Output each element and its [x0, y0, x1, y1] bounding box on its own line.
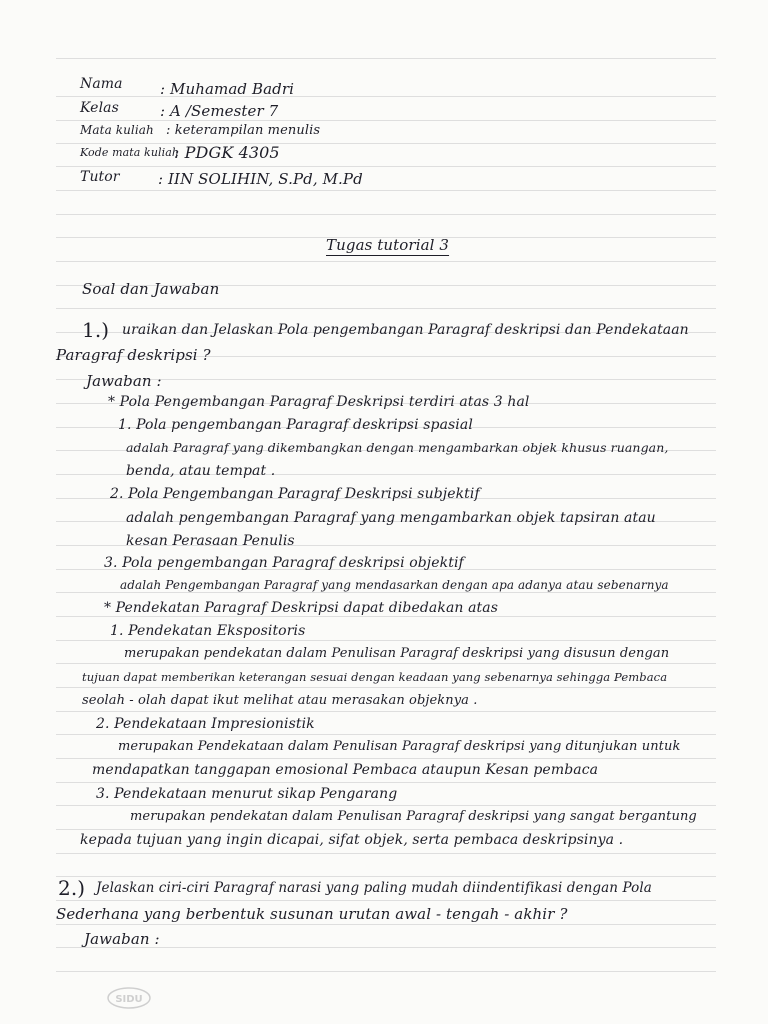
rule-line — [56, 711, 716, 712]
q1-b1-title: 1. Pendekatan Ekspositoris — [110, 623, 306, 639]
rule-line — [56, 96, 716, 97]
q1-a3-line1: adalah Pengembangan Paragraf yang mendasarkan dengan apa adanya atau sebenarnya — [120, 578, 669, 592]
q1-point-b: * Pendekatan Paragraf Deskripsi dapat dibedakan atas — [104, 600, 498, 616]
tutor-value: : IIN SOLIHIN, S.Pd, M.Pd — [158, 170, 363, 188]
q1-b2-title: 2. Pendekataan Impresionistik — [96, 716, 315, 732]
q1-b2-line2: mendapatkan tanggapan emosional Pembaca ataupun Kesan pembaca — [92, 762, 599, 778]
q1-b3-title: 3. Pendekataan menurut sikap Pengarang — [96, 786, 398, 802]
q2-line1: Jelaskan ciri-ciri Paragraf narasi yang paling mudah diindentifikasi dengan Pola — [96, 880, 652, 896]
q1-a2-line1: adalah pengembangan Paragraf yang mengambarkan objek tapsiran atau — [126, 510, 656, 526]
matkul-label: Mata kuliah — [80, 123, 154, 137]
rule-line — [56, 308, 716, 309]
rule-line — [56, 640, 716, 641]
page-title: Tugas tutorial 3 — [326, 236, 450, 254]
q1-a2-title: 2. Pola Pengembangan Paragraf Deskripsi subjektif — [110, 486, 480, 502]
q1-a1-title: 1. Pola pengembangan Paragraf deskripsi spasial — [118, 417, 473, 433]
q1-line1: uraikan dan Jelaskan Pola pengembangan Paragraf deskripsi dan Pendekataan — [122, 322, 689, 338]
q1-point-a: * Pola Pengembangan Paragraf Deskripsi terdiri atas 3 hal — [108, 394, 530, 410]
kelas-label: Kelas — [80, 100, 119, 116]
rule-line — [56, 782, 716, 783]
q2-number: 2.) — [58, 876, 86, 900]
rule-line — [56, 876, 716, 877]
rule-line — [56, 900, 716, 901]
q1-b1-line1: merupakan pendekatan dalam Penulisan Paragraf deskripsi yang disusun dengan — [124, 646, 670, 661]
section-heading: Soal dan Jawaban — [82, 280, 220, 298]
rule-line — [56, 616, 716, 617]
nama-label: Nama — [80, 76, 123, 92]
rule-line — [56, 829, 716, 830]
rule-line — [56, 190, 716, 191]
q1-a2-line2: kesan Perasaan Penulis — [126, 533, 295, 549]
q1-line2: Paragraf deskripsi ? — [56, 346, 211, 364]
kelas-value: : A /Semester 7 — [160, 102, 279, 120]
q1-b1-line2: tujuan dapat memberikan keterangan sesuai dengan keadaan yang sebenarnya sehingga Pembaca — [82, 670, 668, 684]
q2-jawaban: Jawaban : — [84, 930, 160, 948]
rule-line — [56, 58, 716, 59]
rule-line — [56, 143, 716, 144]
q1-b1-line3: seolah - olah dapat ikut melihat atau merasakan objeknya . — [82, 693, 478, 708]
kode-value: : PDGK 4305 — [174, 143, 280, 162]
rule-line — [56, 805, 716, 806]
rule-line — [56, 261, 716, 262]
q1-a1-line1: adalah Paragraf yang dikembangkan dengan mengambarkan objek khusus ruangan, — [126, 440, 669, 455]
rule-line — [56, 166, 716, 167]
q1-b3-line2: kepada tujuan yang ingin dicapai, sifat objek, serta pembaca deskripsinya . — [80, 832, 624, 848]
rule-line — [56, 734, 716, 735]
rule-line — [56, 924, 716, 925]
tutor-label: Tutor — [80, 169, 120, 185]
rule-line — [56, 853, 716, 854]
q1-jawaban: Jawaban : — [86, 372, 162, 390]
kode-label: Kode mata kuliah — [80, 146, 180, 159]
rule-line — [56, 120, 716, 121]
rule-line — [56, 971, 716, 972]
nama-value: : Muhamad Badri — [160, 80, 295, 98]
q1-b3-line1: merupakan pendekatan dalam Penulisan Paragraf deskripsi yang sangat bergantung — [130, 809, 697, 824]
q1-number: 1.) — [82, 318, 110, 342]
q1-b2-line1: merupakan Pendekataan dalam Penulisan Paragraf deskripsi yang ditunjukan untuk — [118, 739, 681, 754]
rule-line — [56, 663, 716, 664]
matkul-value: : keterampilan menulis — [166, 123, 321, 138]
sidu-logo-text: SIDU — [115, 994, 143, 1005]
sidu-logo — [106, 986, 152, 1010]
q1-a3-title: 3. Pola pengembangan Paragraf deskripsi objektif — [104, 555, 464, 571]
q2-line2: Sederhana yang berbentuk susunan urutan awal - tengah - akhir ? — [56, 905, 568, 923]
rule-line — [56, 592, 716, 593]
rule-line — [56, 687, 716, 688]
rule-line — [56, 758, 716, 759]
rule-line — [56, 214, 716, 215]
q1-a1-line2: benda, atau tempat . — [126, 463, 276, 479]
